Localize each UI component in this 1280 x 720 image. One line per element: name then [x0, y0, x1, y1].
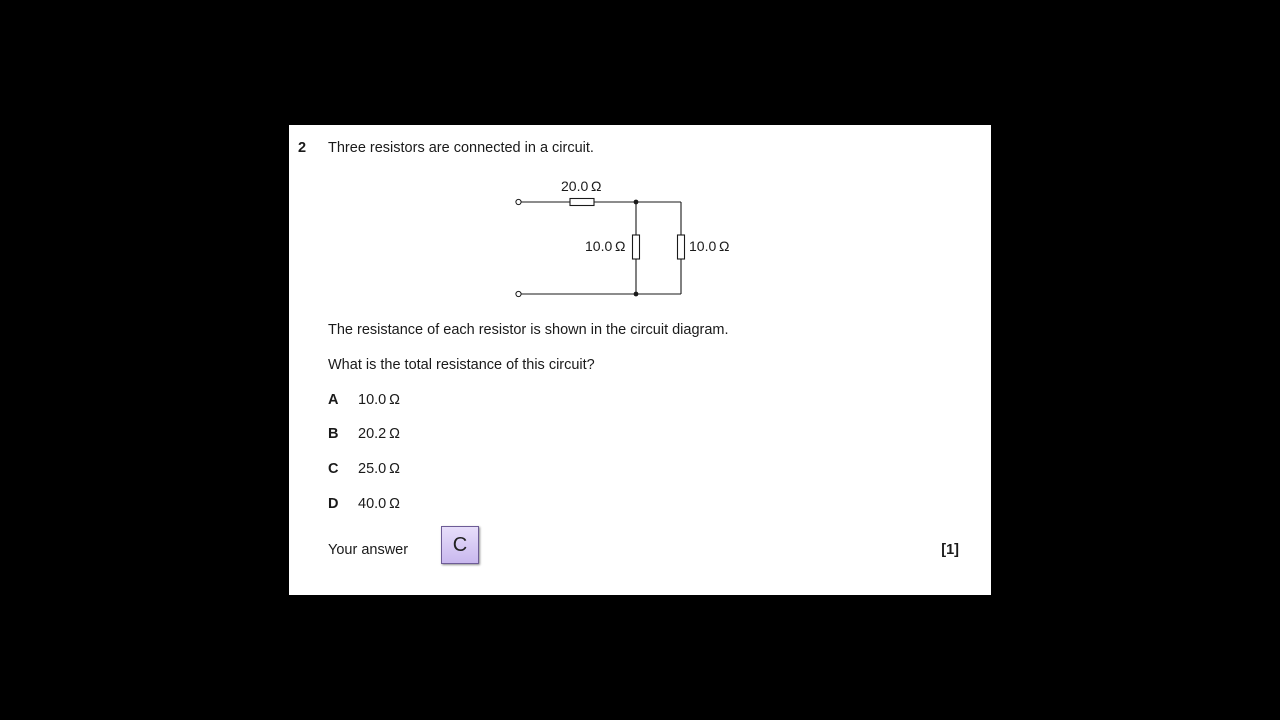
question-intro: Three resistors are connected in a circuit. — [328, 140, 594, 156]
option-letter: A — [328, 392, 339, 408]
answer-box[interactable]: C — [441, 526, 479, 564]
question-number: 2 — [298, 140, 307, 156]
option-value: 20.2 Ω — [358, 426, 400, 442]
terminal-bottom — [516, 291, 521, 296]
marks-label: [1] — [941, 542, 959, 558]
option-letter: C — [328, 461, 339, 477]
terminal-top — [516, 199, 521, 204]
parallel-left-label: 10.0 Ω — [585, 238, 626, 254]
question-info: The resistance of each resistor is shown in the circuit diagram. — [328, 322, 729, 338]
parallel-resistor-right — [678, 235, 685, 259]
question-prompt: What is the total resistance of this circuit? — [328, 357, 595, 373]
option-value: 10.0 Ω — [358, 392, 400, 408]
circuit-diagram — [289, 125, 991, 325]
option-value: 25.0 Ω — [358, 461, 400, 477]
junction-bottom — [634, 292, 639, 297]
exam-page — [289, 125, 991, 595]
option-value: 40.0 Ω — [358, 496, 400, 512]
your-answer-label: Your answer — [328, 542, 409, 558]
option-letter: B — [328, 426, 339, 442]
junction-top — [634, 200, 639, 205]
parallel-resistor-left — [633, 235, 640, 259]
option-letter: D — [328, 496, 339, 512]
series-resistor — [570, 199, 594, 206]
parallel-right-label: 10.0 Ω — [689, 238, 730, 254]
series-resistor-label: 20.0 Ω — [561, 178, 602, 194]
